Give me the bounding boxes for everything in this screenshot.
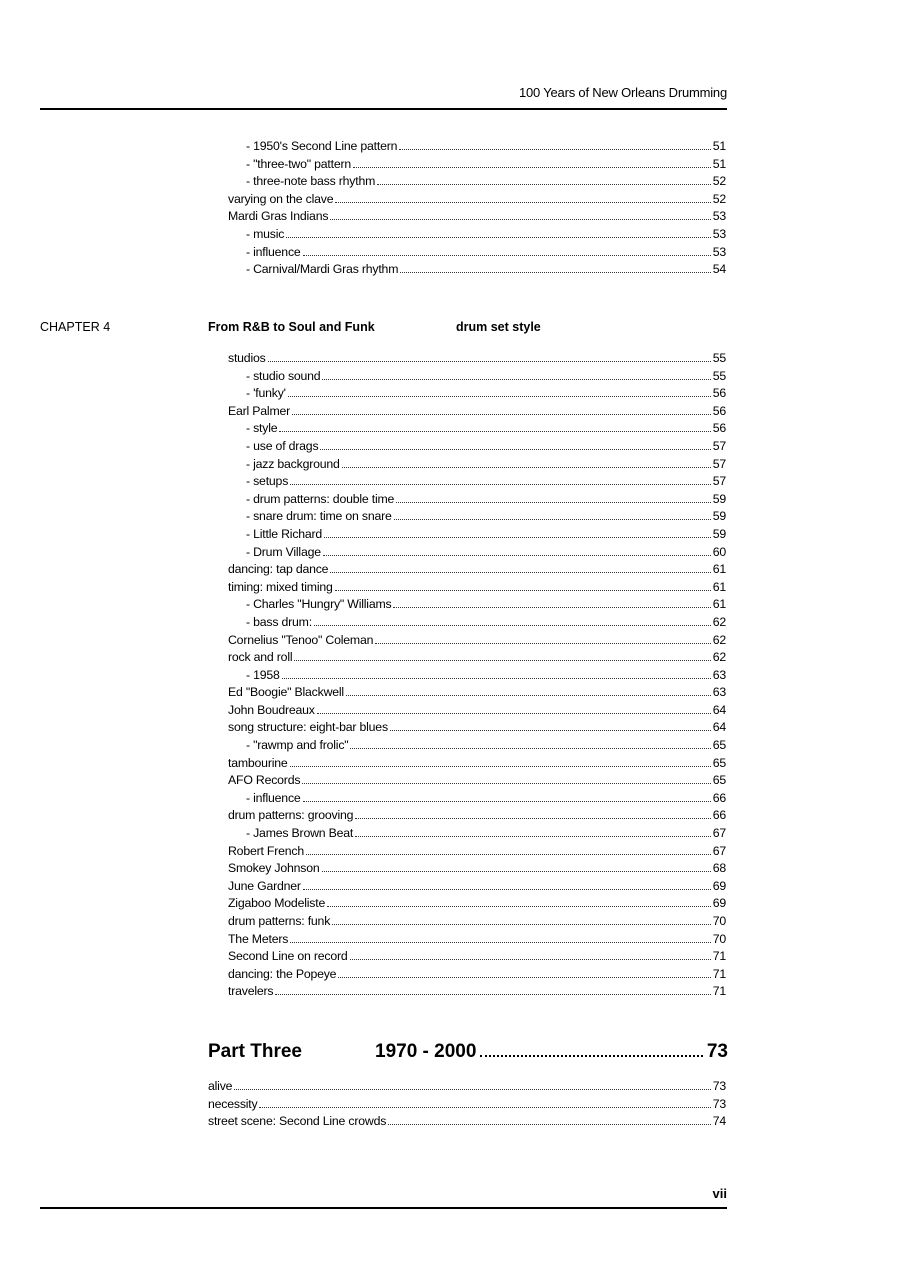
toc-entry-label: - setups <box>246 474 289 489</box>
toc-entry-page: 56 <box>712 386 726 401</box>
toc-entry-page: 67 <box>712 843 726 858</box>
toc-entry <box>228 597 726 615</box>
dot-leader <box>355 808 710 819</box>
toc-entry <box>228 914 726 932</box>
toc-entry <box>228 174 726 192</box>
toc-entry <box>228 439 726 457</box>
footer-rule <box>40 1207 727 1209</box>
toc-entry-label: - 1958 <box>246 667 280 682</box>
toc-entry <box>228 421 726 439</box>
toc-entry <box>228 474 726 492</box>
toc-entry-label: varying on the clave <box>228 191 334 206</box>
toc-entry <box>228 457 726 475</box>
chapter-title: From R&B to Soul and Funk <box>208 320 375 334</box>
toc-entry-label: - 1950's Second Line pattern <box>246 139 398 153</box>
dot-leader <box>275 984 710 995</box>
dot-leader <box>302 773 710 784</box>
dot-leader <box>335 192 710 203</box>
toc-entry <box>228 192 726 210</box>
dot-leader <box>342 457 711 468</box>
toc-entry-page: 51 <box>712 156 726 171</box>
page-number: vii <box>712 1186 727 1201</box>
toc-entry <box>228 262 726 280</box>
dot-leader <box>346 685 711 696</box>
toc-entry <box>228 808 726 826</box>
toc-entry-label: - music <box>246 226 285 241</box>
toc-entry-page: 71 <box>712 949 726 964</box>
dot-leader <box>375 633 710 644</box>
dot-leader <box>282 668 711 679</box>
dot-leader <box>400 262 710 273</box>
toc-entry-page: 63 <box>712 685 726 700</box>
toc-entry <box>228 703 726 721</box>
toc-entry-label: Earl Palmer <box>228 403 291 418</box>
dot-leader <box>322 369 710 380</box>
chapter-subtitle: drum set style <box>456 320 541 334</box>
toc-entry-label: necessity <box>208 1096 258 1111</box>
toc-entry-page: 71 <box>712 966 726 981</box>
dot-leader <box>350 738 710 749</box>
dot-leader <box>317 703 711 714</box>
toc-entry <box>228 756 726 774</box>
chapter-heading <box>40 320 740 338</box>
toc-entry <box>228 685 726 703</box>
toc-entry-page: 64 <box>712 702 726 717</box>
toc-entry-label: - drum patterns: double time <box>246 491 395 506</box>
toc-entry <box>228 773 726 791</box>
toc-entry <box>228 615 726 633</box>
dot-leader <box>332 914 711 925</box>
toc-entry-label: - bass drum: <box>246 614 312 629</box>
toc-entry-label: Cornelius "Tenoo" Coleman <box>228 632 374 647</box>
toc-entry-label: AFO Records <box>228 773 301 788</box>
dot-leader <box>330 562 710 573</box>
toc-entry <box>228 369 726 387</box>
toc-entry-page: 73 <box>712 1079 726 1093</box>
toc-entry <box>228 826 726 844</box>
running-head: 100 Years of New Orleans Drumming <box>518 85 727 100</box>
toc-entry-page: 61 <box>712 562 726 577</box>
dot-leader <box>268 351 711 362</box>
toc-entry <box>228 509 726 527</box>
dot-leader <box>259 1097 710 1108</box>
toc-entry-page: 53 <box>712 209 726 224</box>
toc-entry-label: - style <box>246 421 278 436</box>
toc-entry-label: drum patterns: grooving <box>228 808 354 823</box>
dot-leader <box>338 967 710 978</box>
dot-leader <box>388 1114 711 1125</box>
toc-entry-label: Robert French <box>228 843 304 858</box>
toc-section-b <box>228 351 726 1002</box>
toc-entry <box>228 227 726 245</box>
toc-entry <box>228 139 726 157</box>
toc-entry-label: Mardi Gras Indians <box>228 209 329 224</box>
chapter-label: CHAPTER 4 <box>40 320 111 334</box>
toc-entry <box>228 984 726 1002</box>
part-heading <box>208 1041 728 1069</box>
toc-entry-page: 64 <box>712 720 726 735</box>
dot-leader <box>335 580 711 591</box>
toc-entry-page: 61 <box>712 597 726 612</box>
toc-entry-label: - 'funky' <box>246 386 286 401</box>
toc-entry <box>228 949 726 967</box>
toc-entry-label: - jazz background <box>246 456 340 471</box>
dot-leader <box>290 932 711 943</box>
toc-entry <box>228 967 726 985</box>
toc-entry-page: 68 <box>712 861 726 876</box>
dot-leader <box>294 650 710 661</box>
toc-entry-label: Zigaboo Modeliste <box>228 896 326 911</box>
toc-entry <box>208 1079 726 1097</box>
toc-entry-label: - use of drags <box>246 438 319 453</box>
toc-entry-label: Ed "Boogie" Blackwell <box>228 685 344 700</box>
toc-entry-page: 71 <box>712 984 726 999</box>
toc-entry <box>208 1114 726 1132</box>
toc-entry <box>228 879 726 897</box>
dot-leader <box>324 527 711 538</box>
toc-entry-page: 62 <box>712 614 726 629</box>
toc-entry-page: 51 <box>712 139 726 153</box>
toc-entry <box>228 738 726 756</box>
toc-entry-label: drum patterns: funk <box>228 914 331 928</box>
toc-entry <box>228 245 726 263</box>
dot-leader <box>377 174 711 185</box>
toc-entry <box>208 1097 726 1115</box>
toc-entry-page: 56 <box>712 403 726 418</box>
toc-entry-page: 65 <box>712 755 726 770</box>
toc-entry-page: 65 <box>712 773 726 788</box>
toc-entry <box>228 527 726 545</box>
toc-entry-page: 62 <box>712 650 726 665</box>
toc-entry-label: - Charles "Hungry" Williams <box>246 597 392 612</box>
part-leader <box>480 1041 702 1057</box>
toc-entry-page: 70 <box>712 931 726 946</box>
toc-entry <box>228 791 726 809</box>
toc-entry-label: - studio sound <box>246 368 321 383</box>
toc-entry-page: 59 <box>712 491 726 506</box>
dot-leader <box>288 386 711 397</box>
toc-entry-label: timing: mixed timing <box>228 579 333 594</box>
dot-leader <box>292 404 711 415</box>
dot-leader <box>286 227 710 238</box>
dot-leader <box>290 474 711 485</box>
toc-entry <box>228 650 726 668</box>
toc-entry-label: tambourine <box>228 755 288 770</box>
toc-entry-label: dancing: the Popeye <box>228 966 337 981</box>
toc-entry <box>228 896 726 914</box>
toc-entry <box>228 209 726 227</box>
toc-entry-label: John Boudreaux <box>228 702 315 717</box>
toc-entry <box>228 386 726 404</box>
toc-entry-page: 59 <box>712 509 726 524</box>
toc-entry-page: 74 <box>712 1114 726 1129</box>
dot-leader <box>393 597 710 608</box>
dot-leader <box>396 492 711 503</box>
toc-entry-page: 70 <box>712 914 726 928</box>
toc-entry-page: 57 <box>712 438 726 453</box>
toc-entry-label: rock and roll <box>228 650 293 665</box>
toc-entry-page: 57 <box>712 474 726 489</box>
header-rule <box>40 108 727 110</box>
dot-leader <box>303 791 711 802</box>
dot-leader <box>320 439 710 450</box>
toc-entry-page: 66 <box>712 790 726 805</box>
dot-leader <box>394 509 711 520</box>
toc-entry-page: 54 <box>712 262 726 277</box>
toc-entry <box>228 844 726 862</box>
toc-entry <box>228 404 726 422</box>
toc-entry-page: 62 <box>712 632 726 647</box>
toc-entry-label: June Gardner <box>228 878 301 893</box>
toc-entry-page: 61 <box>712 579 726 594</box>
toc-entry <box>228 351 726 369</box>
dot-leader <box>303 245 711 256</box>
dot-leader <box>322 861 711 872</box>
toc-entry-page: 52 <box>712 191 726 206</box>
toc-entry-page: 52 <box>712 174 726 189</box>
dot-leader <box>306 844 711 855</box>
toc-entry-label: - snare drum: time on snare <box>246 509 392 524</box>
toc-entry-page: 63 <box>712 667 726 682</box>
toc-entry-label: - influence <box>246 244 301 259</box>
part-range: 1970 - 2000 <box>375 1041 477 1062</box>
toc-entry <box>228 545 726 563</box>
toc-entry-label: - three-note bass rhythm <box>246 174 376 189</box>
dot-leader <box>314 615 711 626</box>
toc-entry-label: studios <box>228 351 266 365</box>
toc-entry-label: dancing: tap dance <box>228 562 329 577</box>
toc-entry-page: 59 <box>712 526 726 541</box>
toc-entry-label: - "rawmp and frolic" <box>246 738 349 753</box>
toc-entry-page: 55 <box>712 368 726 383</box>
dot-leader <box>290 756 711 767</box>
toc-entry-page: 67 <box>712 826 726 841</box>
toc-entry <box>228 562 726 580</box>
toc-entry-page: 57 <box>712 456 726 471</box>
toc-entry-page: 65 <box>712 738 726 753</box>
toc-entry-label: - Carnival/Mardi Gras rhythm <box>246 262 399 277</box>
toc-section-a <box>228 139 726 280</box>
toc-entry <box>228 861 726 879</box>
dot-leader <box>323 545 711 556</box>
dot-leader <box>279 421 710 432</box>
toc-entry <box>228 633 726 651</box>
toc-entry-page: 53 <box>712 226 726 241</box>
dot-leader <box>234 1079 710 1090</box>
toc-entry <box>228 668 726 686</box>
dot-leader <box>330 209 710 220</box>
part-page: 73 <box>706 1041 728 1062</box>
toc-entry-label: - "three-two" pattern <box>246 156 352 171</box>
dot-leader <box>303 879 711 890</box>
toc-entry-label: Smokey Johnson <box>228 861 320 876</box>
toc-entry <box>228 580 726 598</box>
toc-entry <box>228 932 726 950</box>
toc-entry-label: The Meters <box>228 931 289 946</box>
toc-entry-page: 60 <box>712 544 726 559</box>
toc-entry-page: 66 <box>712 808 726 823</box>
dot-leader <box>355 826 711 837</box>
toc-entry-page: 69 <box>712 896 726 911</box>
toc-entry-label: Second Line on record <box>228 949 348 964</box>
toc-section-c <box>208 1079 726 1132</box>
toc-entry-label: street scene: Second Line crowds <box>208 1114 387 1129</box>
toc-entry-page: 53 <box>712 244 726 259</box>
toc-entry-label: - Drum Village <box>246 544 321 559</box>
toc-entry-page: 55 <box>712 351 726 365</box>
dot-leader <box>350 949 711 960</box>
toc-entry-label: - influence <box>246 790 301 805</box>
toc-entry-page: 73 <box>712 1096 726 1111</box>
toc-entry-label: - James Brown Beat <box>246 826 354 841</box>
toc-entry-label: alive <box>208 1079 233 1093</box>
toc-entry-page: 69 <box>712 878 726 893</box>
toc-entry-label: travelers <box>228 984 274 999</box>
toc-entry <box>228 157 726 175</box>
toc-entry-label: song structure: eight-bar blues <box>228 720 388 735</box>
toc-entry-label: - Little Richard <box>246 526 323 541</box>
toc-entry <box>228 720 726 738</box>
dot-leader <box>399 139 710 150</box>
dot-leader <box>353 157 711 168</box>
part-label: Part Three <box>208 1041 302 1062</box>
toc-entry <box>228 492 726 510</box>
toc-entry-page: 56 <box>712 421 726 436</box>
dot-leader <box>327 896 711 907</box>
dot-leader <box>390 720 711 731</box>
